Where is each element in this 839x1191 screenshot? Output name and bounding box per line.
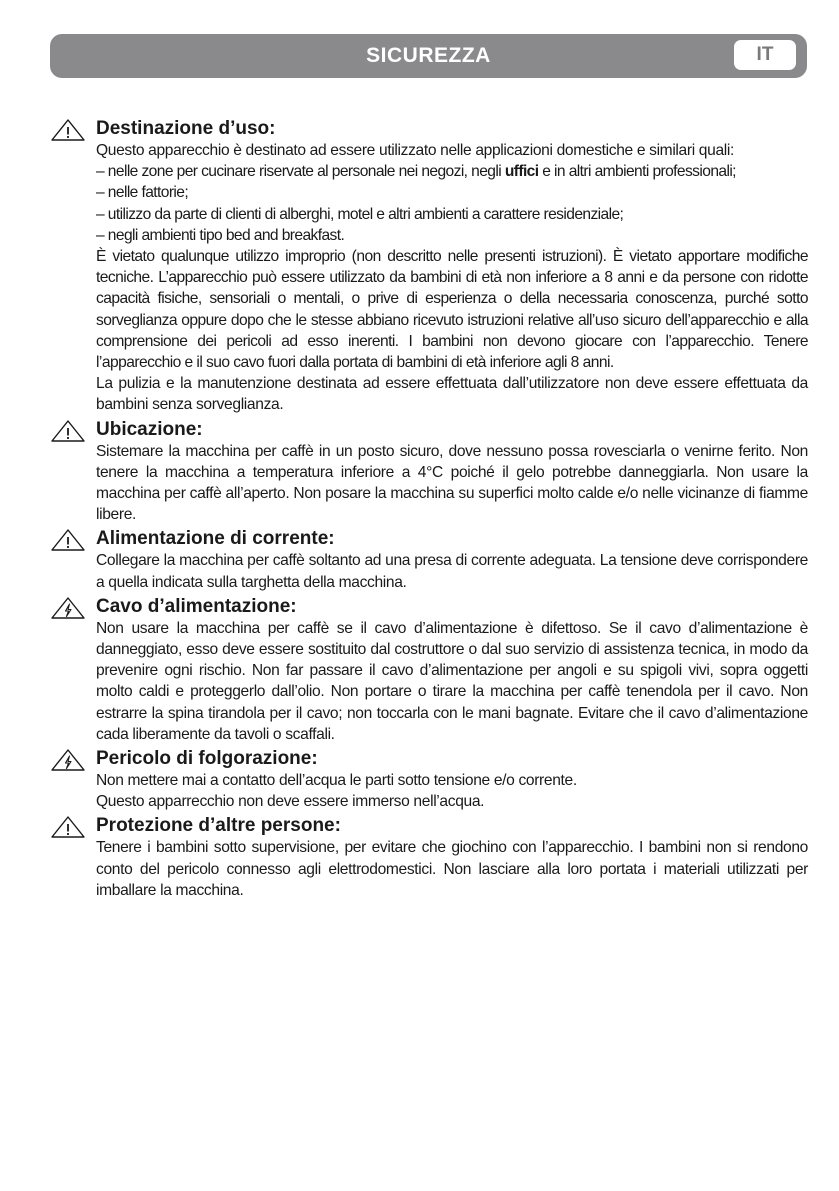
section-destinazione-uso [48, 118, 808, 416]
warning-triangle-icon [50, 118, 86, 142]
section-title: Destinazione d’uso: [96, 118, 276, 139]
section-ubicazione [48, 419, 808, 526]
section-title: Ubicazione: [96, 418, 203, 440]
section-cavo-alimentazione [48, 596, 808, 745]
section-paragraph: Sistemare la macchina per caffè in un posto sicuro, dove nessuno possa rovesciarla o venirne ferito. Non tenere la macchina a temperatura inferiore a 4°C poiché il gelo potrebbe danneggiarla. Non usare la macchina per caffè all’aperto. Non posare la macchina su superfici molto calde e/o nelle vicinanze di fiamme libere. [96, 442, 808, 524]
warning-triangle-icon [50, 815, 86, 839]
content [48, 118, 808, 904]
header-bar [50, 34, 807, 78]
warning-triangle-icon [50, 419, 86, 443]
section-paragraph: Non mettere mai a contatto dell’acqua le parti sotto tensione e/o corrente. [96, 772, 577, 790]
section-title: Alimentazione di corrente: [96, 528, 335, 550]
section-title: Protezione d’altre persone: [96, 815, 341, 837]
section-paragraph: La pulizia e la manutenzione destinata ad essere effettuata dall’utilizzatore non deve essere effettuata da bambini senza sorveglianza. [96, 375, 808, 414]
electric-hazard-icon [50, 748, 86, 772]
list-item: – nelle zone per cucinare riservate al personale nei negozi, negli uffici e in altri ambienti professionali; [96, 163, 736, 181]
section-paragraph: Collegare la macchina per caffè soltanto ad una presa di corrente adeguata. La tensione deve corrispondere a quella indicata sulla targhetta della macchina. [96, 552, 808, 591]
page-title: SICUREZZA [366, 44, 491, 67]
section-alimentazione-corrente [48, 528, 808, 592]
section-paragraph: Questo apparrecchio non deve essere immerso nell’acqua. [96, 793, 485, 811]
section-title: Pericolo di folgorazione: [96, 748, 318, 770]
section-title: Cavo d’alimentazione: [96, 595, 297, 617]
list-item: – negli ambienti tipo bed and breakfast. [96, 226, 345, 244]
section-paragraph: Non usare la macchina per caffè se il cavo d’alimentazione è difettoso. Se il cavo d’alimentazione è danneggiato, esso deve essere sostituito dal costruttore o dal suo servizio di assistenza tecnica, in modo da prevenire ogni rischio. Non far passare il cavo d’alimentazione per angoli e su spigoli vivi, sopra oggetti molto caldi e proteggerlo dall’olio. Non portare o tirare la macchina per caffè tenendola per il cavo. Non estrarre la spina tirandola per il cavo; non toccarla con le mani bagnate. Evitare che il cavo d’alimentazione cada liberamente da tavoli o scaffali. [96, 619, 808, 743]
section-paragraph: È vietato qualunque utilizzo improprio (non descritto nelle presenti istruzioni). È vietato apportare modifiche tecniche. L’apparecchio può essere utilizzato da bambini di età non inferiore a 8 anni e da persone con ridotte capacità fisiche, sensoriali o mentali, o prive di esperienza o della necessaria conoscenza, purché sotto sorveglianza oppure dopo che le stesse abbiano ricevuto istruzioni relative all’uso sicuro dell’apparecchio e alla comprensione dei pericoli ad esso inerenti. I bambini non devono giocare con l’apparecchio. Tenere l’apparecchio e il suo cavo fuori dalla portata di bambini di età inferiore agli 8 anni. [96, 248, 808, 372]
section-intro: Questo apparecchio è destinato ad essere utilizzato nelle applicazioni domestiche e similari quali: [96, 142, 734, 159]
list-item: – nelle fattorie; [96, 184, 189, 202]
warning-triangle-icon [50, 528, 86, 552]
section-pericolo-folgorazione [48, 748, 808, 812]
list-item: – utilizzo da parte di clienti di alberghi, motel e altri ambienti a carattere residenziale; [96, 205, 624, 223]
electric-hazard-icon [50, 596, 86, 620]
section-paragraph: Tenere i bambini sotto supervisione, per evitare che giochino con l’apparecchio. I bambini non si rendono conto del pericolo connesso agli elettrodomestici. Non lasciare alla loro portata i materiali utilizzati per imballare la macchina. [96, 839, 808, 899]
section-protezione-persone [48, 815, 808, 901]
language-badge: IT [734, 40, 796, 70]
